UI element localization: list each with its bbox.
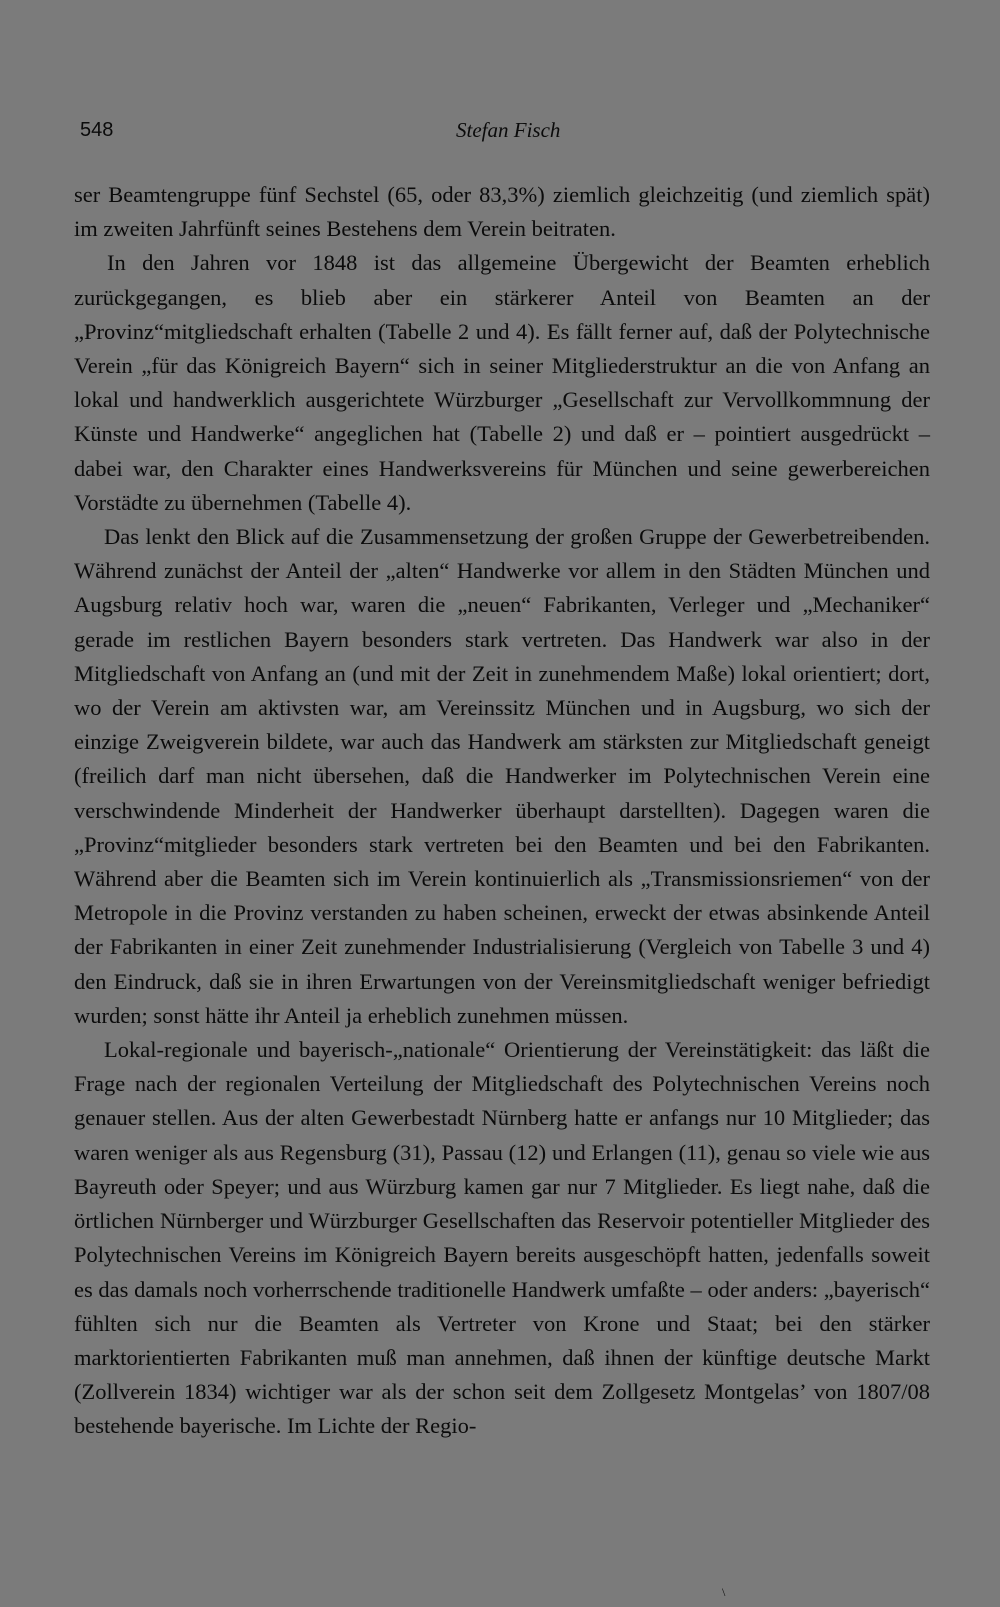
page-number: 548 <box>80 119 114 141</box>
paragraph-2: In den Jahren vor 1848 ist das allgemeine Übergewicht der Beamten erheblich zurückgegangen, es blieb aber ein stärkerer Anteil von Beamten an der „Provinz“mitgliedschaft erhalten (Tabelle 2 und 4). Es fällt ferner auf, daß der Polytechnische Verein „für das Königreich Bayern“ sich in seiner Mitgliederstruktur an die von Anfang an lokal und handwerklich ausgerichtete Würzburger „Gesellschaft zur Vervollkommnung der Künste und Handwerke“ angeglichen hat (Tabelle 2) und daß er – pointiert ausgedrückt – dabei war, den Charakter eines Handwerksvereins für München und seine gewerbereichen Vorstädte zu übernehmen (Tabelle 4). <box>74 250 930 515</box>
body-text <box>74 178 930 1444</box>
paragraph-3: Das lenkt den Blick auf die Zusammensetzung der großen Gruppe der Gewerbetreibenden. Während zunächst der Anteil der „alten“ Handwerke vor allem in den Städten München und Augsburg relativ hoch war, waren die „neuen“ Fabrikanten, Verleger und „Mechaniker“ gerade im restlichen Bayern besonders stark vertreten. Das Handwerk war also in der Mitgliedschaft von Anfang an (und mit der Zeit in zunehmendem Maße) lokal orientiert; dort, wo der Verein am aktivsten war, am Vereinssitz München und in Augsburg, wo sich der einzige Zweigverein bildete, war auch das Handwerk am stärksten zur Mitgliedschaft geneigt (freilich darf man nicht übersehen, daß die Handwerker im Polytechnischen Verein eine verschwindende Minderheit der Handwerker überhaupt darstellten). Dagegen waren die „Provinz“mitglieder besonders stark vertreten bei den Beamten und bei den Fabrikanten. Während aber die Beamten sich im Verein kontinuierlich als „Transmissionsriemen“ von der Metropole in die Provinz verstanden zu haben scheinen, erweckt der etwas absinkende Anteil der Fabrikanten in einer Zeit zunehmender Industrialisierung (Vergleich von Tabelle 3 und 4) den Eindruck, daß sie in ihren Erwartungen von der Vereinsmitgliedschaft weniger befriedigt wurden; sonst hätte ihr Anteil ja erheblich zunehmen müssen. <box>74 524 930 1028</box>
paragraph-4: Lokal-regionale und bayerisch-„nationale“ Orientierung der Vereinstätigkeit: das läßt die Frage nach der regionalen Verteilung der Mitgliedschaft des Polytechnischen Vereins noch genauer stellen. Aus der alten Gewerbestadt Nürnberg hatte er anfangs nur 10 Mitglieder; das waren weniger als aus Regensburg (31), Passau (12) und Erlangen (11), genau so viele wie aus Bayreuth oder Speyer; und aus Würzburg kamen gar nur 7 Mitglieder. Es liegt nahe, daß die örtlichen Nürnberger und Würzburger Gesellschaften das Reservoir potentieller Mitglieder des Polytechnischen Vereins im Königreich Bayern bereits ausgeschöpft hatten, jedenfalls soweit es das damals noch vorherrschende traditionelle Handwerk umfaßte – oder anders: „bayerisch“ fühlten sich nur die Beamten als Vertreter von Krone und Staat; bei den stärker marktorientierten Fabrikanten muß man annehmen, daß ihnen der künftige deutsche Markt (Zollverein 1834) wichtiger war als der schon seit dem Zollgesetz Montgelas’ von 1807/08 bestehende bayerische. Im Lichte der Regio- <box>74 1037 930 1439</box>
page-header <box>80 114 930 146</box>
footer-mark: \ <box>722 1585 726 1599</box>
running-head-author: Stefan Fisch <box>456 118 561 142</box>
paragraph-1: ser Beamtengruppe fünf Sechstel (65, oder 83,3%) ziemlich gleichzeitig (und ziemlich spät) im zweiten Jahrfünft seines Bestehens dem Verein beitraten. <box>74 182 930 242</box>
